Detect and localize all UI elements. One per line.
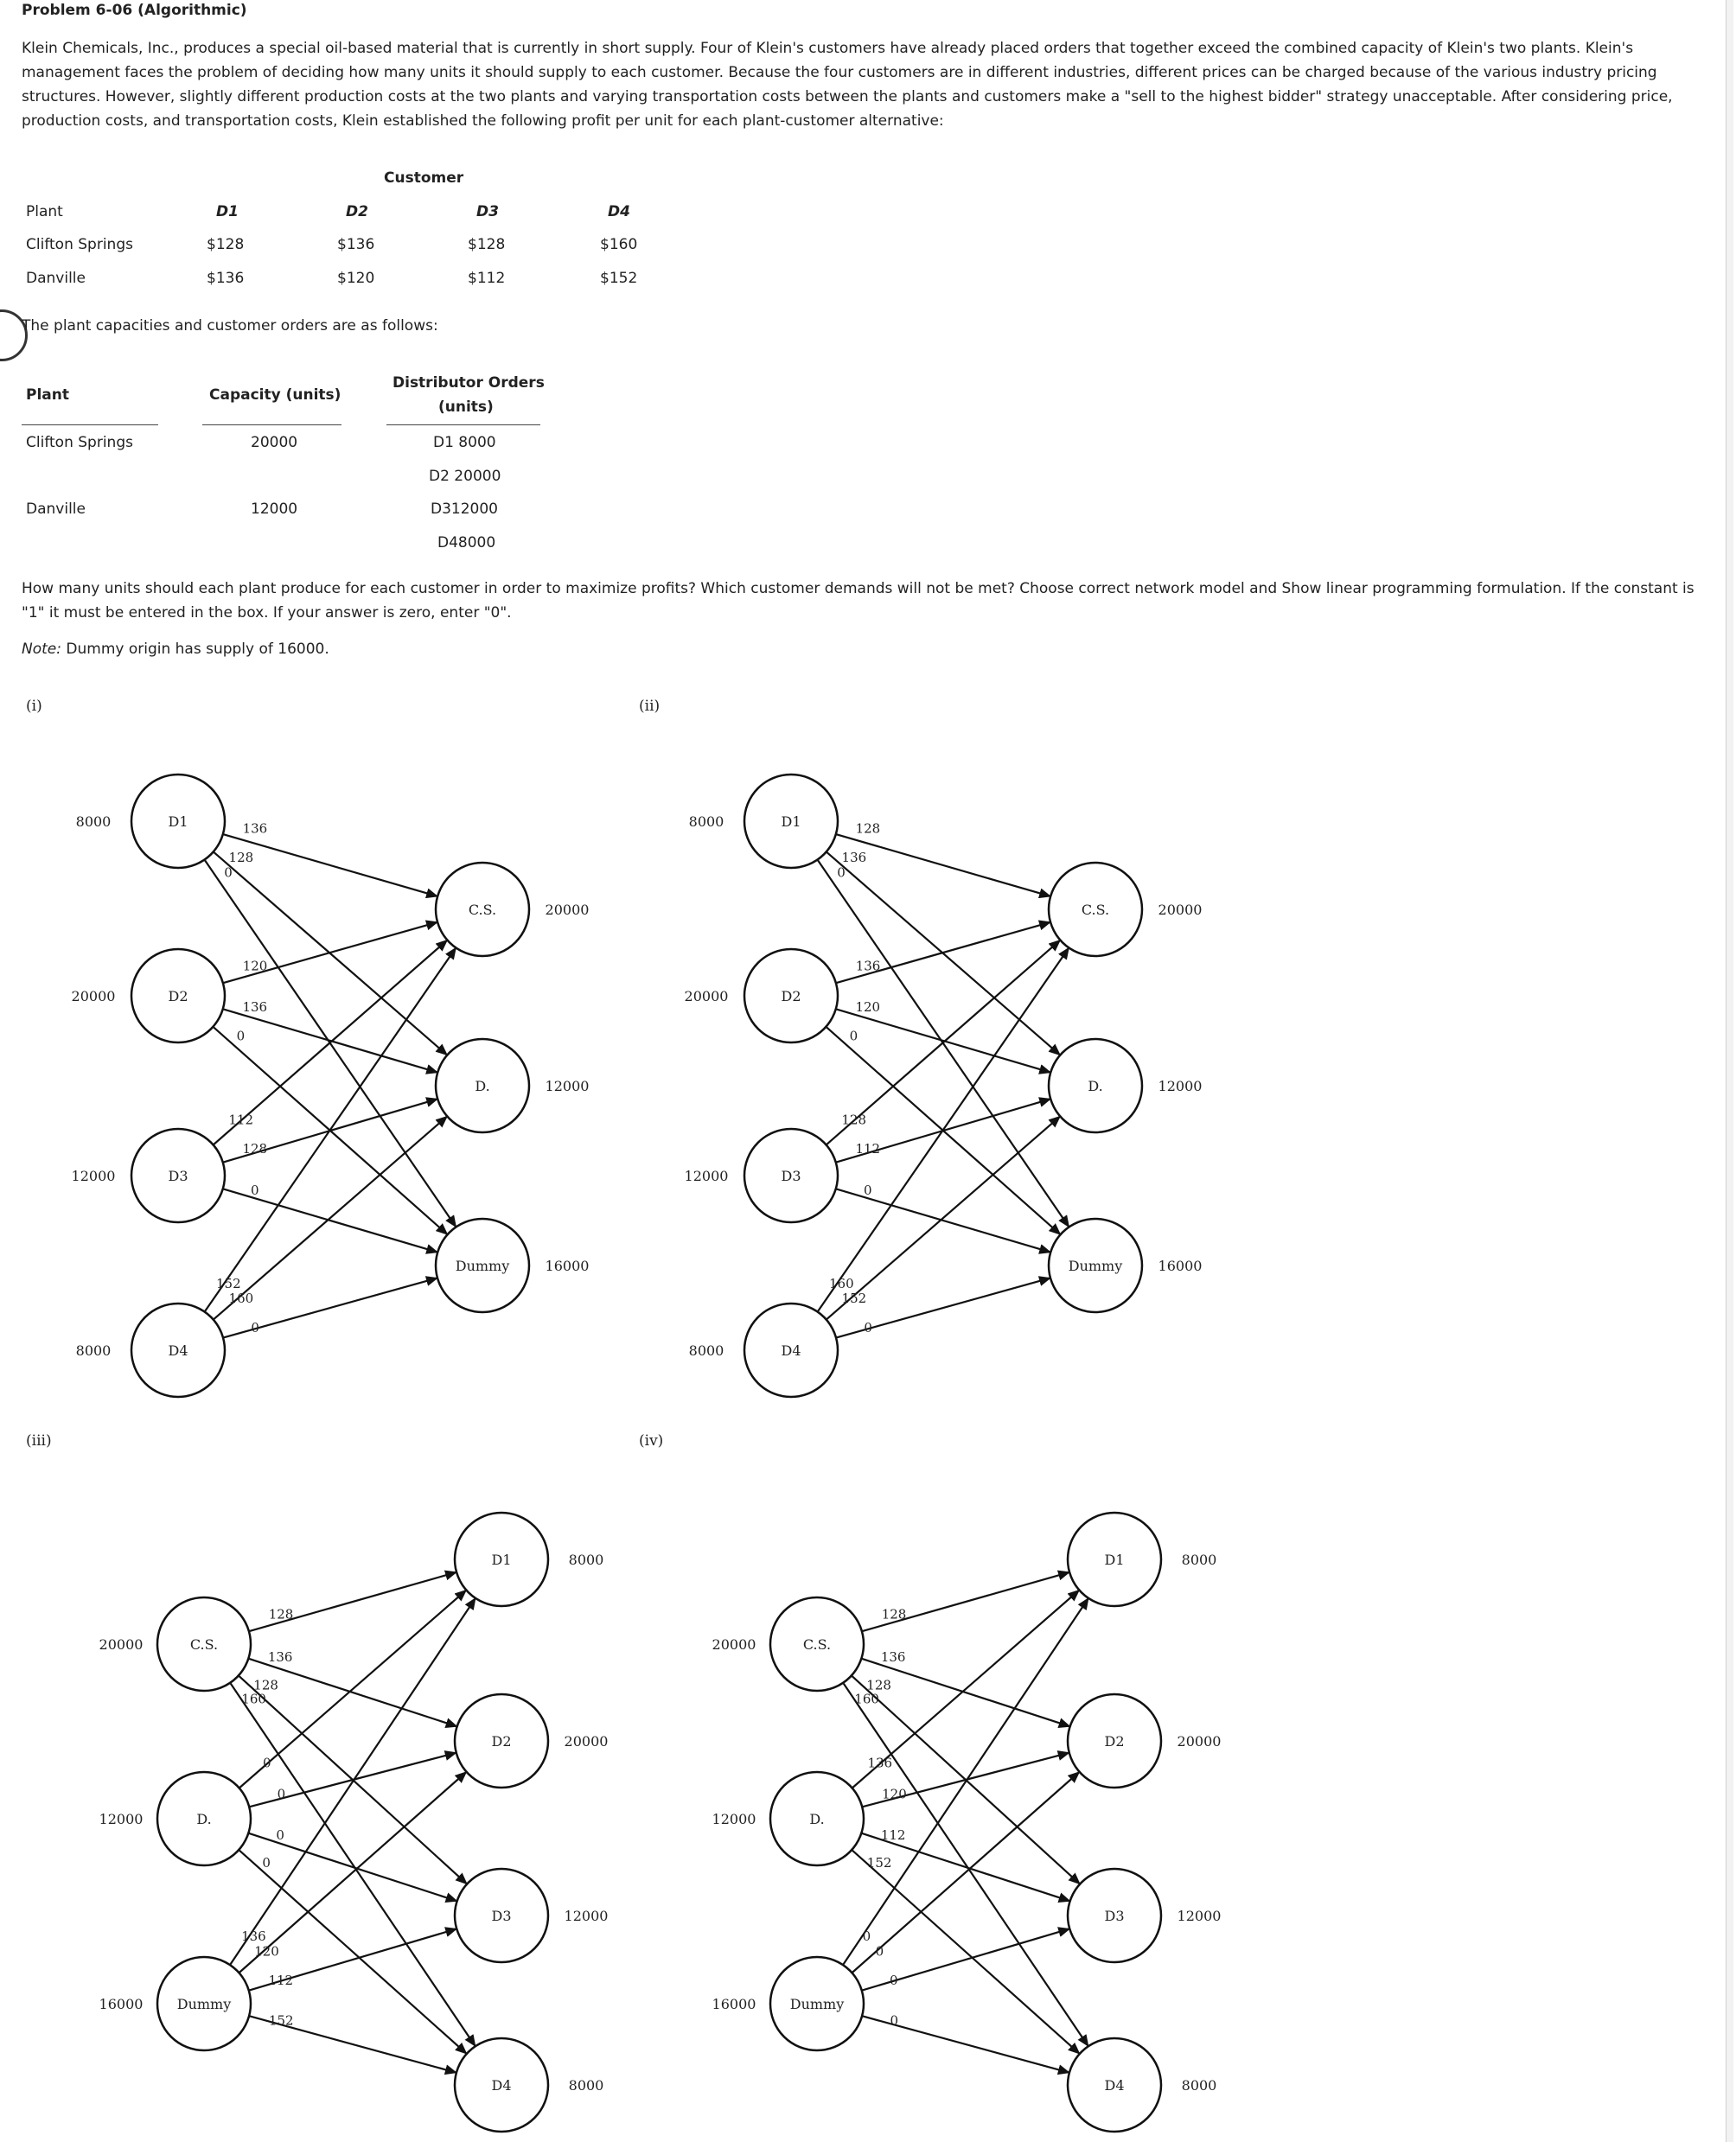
customer-header-d1: D1: [216, 203, 239, 220]
edge-label: 112: [268, 1972, 294, 1988]
node-value: 20000: [545, 902, 590, 918]
edge-label: 0: [262, 1855, 271, 1871]
edge-label: 0: [837, 864, 846, 881]
node-name: D3: [491, 1908, 512, 1924]
order-value: D48000: [437, 534, 496, 551]
node-name: D.: [1088, 1078, 1103, 1094]
capacity-plant-header: Plant: [26, 386, 69, 404]
node-name: Dummy: [1068, 1258, 1123, 1274]
edge-label: 136: [880, 1649, 906, 1666]
edge-label: 128: [881, 1606, 907, 1622]
node-value: 8000: [1181, 2077, 1217, 2094]
profit-cell: $136: [337, 236, 375, 253]
node-name: D2: [491, 1733, 512, 1750]
edge-label: 112: [228, 1112, 254, 1128]
node-name: D1: [168, 813, 188, 830]
edge-label: 0: [224, 864, 233, 881]
edge-label: 128: [268, 1606, 294, 1622]
customer-header-d3: D3: [476, 203, 499, 220]
edge-label: 0: [276, 1827, 284, 1844]
profit-cell: $120: [337, 270, 375, 287]
edge-label: 136: [242, 999, 268, 1016]
node-value: 8000: [688, 1342, 724, 1359]
profit-cell: $112: [468, 270, 506, 287]
node-value: 12000: [99, 1811, 144, 1827]
edge-label: 136: [867, 1755, 893, 1771]
edge-label: 128: [841, 1112, 867, 1128]
order-value: D2 20000: [429, 468, 501, 485]
profit-cell: $136: [207, 270, 245, 287]
node-value: 8000: [75, 813, 112, 830]
edge-label: 0: [890, 1972, 898, 1988]
customer-group-header: Customer: [384, 169, 464, 187]
node-value: 20000: [1177, 1733, 1222, 1750]
edge-label: 152: [215, 1275, 241, 1291]
network-arrow: [852, 1772, 1079, 1973]
capacity-intro: The plant capacities and customer orders are as follows:: [22, 317, 438, 335]
node-name: C.S.: [189, 1636, 219, 1653]
edge-label: 0: [251, 1320, 259, 1336]
customer-header-d4: D4: [608, 203, 630, 220]
capacity-plant: Danville: [26, 500, 86, 518]
note-text: Dummy origin has supply of 16000.: [66, 641, 329, 658]
edge-label: 152: [866, 1855, 892, 1871]
edge-label: 0: [862, 1928, 871, 1945]
node-value: 12000: [684, 1168, 729, 1184]
node-name: D.: [196, 1811, 212, 1827]
node-value: 12000: [1177, 1908, 1222, 1924]
profit-row-plant: Clifton Springs: [26, 236, 133, 253]
edge-label: 136: [855, 958, 881, 974]
node-value: 16000: [1158, 1258, 1203, 1274]
node-value: 8000: [75, 1342, 112, 1359]
diagram-label: (ii): [639, 698, 661, 715]
node-name: C.S.: [802, 1636, 832, 1653]
network-arrow: [230, 1598, 475, 1965]
edge-label: 0: [277, 1786, 286, 1802]
diagram-label: (i): [26, 698, 42, 715]
node-name: D4: [1104, 2077, 1125, 2094]
profit-cell: $128: [207, 236, 245, 253]
edge-label: 0: [263, 1755, 271, 1771]
node-name: D2: [1104, 1733, 1125, 1750]
node-value: 12000: [545, 1078, 590, 1094]
edge-label: 112: [855, 1140, 881, 1157]
node-value: 12000: [1158, 1078, 1203, 1094]
node-value: 16000: [545, 1258, 590, 1274]
node-name: D.: [809, 1811, 825, 1827]
orders-header-line1: Distributor Orders: [393, 374, 545, 392]
profit-cell: $128: [468, 236, 506, 253]
edge-label: 160: [228, 1290, 254, 1306]
diagram-label: (iii): [26, 1432, 52, 1450]
network-arrow: [861, 1659, 1069, 1727]
edge-label: 0: [864, 1320, 872, 1336]
node-value: 12000: [564, 1908, 609, 1924]
question-paragraph: How many units should each plant produce for each customer in order to maximize profits? Which customer demands will not be met? Choose correct network model and Show linear programming formulation. If the constant is "1" it must be entered in the box. If your answer is zero, enter "0".: [22, 580, 1695, 622]
node-value: 8000: [568, 1552, 604, 1568]
node-name: D1: [1104, 1552, 1125, 1568]
edge-label: 0: [236, 1028, 246, 1044]
capacity-plant: Clifton Springs: [26, 434, 133, 451]
capacity-header: Capacity (units): [209, 386, 341, 404]
edge-label: 136: [242, 820, 268, 837]
capacity-value: 12000: [251, 500, 298, 518]
edge-label: 152: [268, 2012, 294, 2029]
edge-label: 120: [254, 1943, 279, 1960]
node-value: 8000: [688, 813, 724, 830]
intro-paragraph: Klein Chemicals, Inc., produces a special oil-based material that is currently in short supply. Four of Klein's customers have already placed orders that together exceed the combined capacity of Klein's two plants. Klein's management faces the problem of deciding how many units it should supply to each customer. Because the four customers are in different industries, different prices can be charged because of the various industry pricing structures. However, slightly different production costs at the two plants and varying transportation costs between the plants and customers make a "sell to the highest bidder" strategy unacceptable. After considering price, production costs, and transportation costs, Klein established the following profit per unit for each plant-customer alternative:: [22, 40, 1673, 130]
profit-row-plant: Danville: [26, 270, 86, 287]
edge-label: 160: [828, 1275, 854, 1291]
node-name: D4: [491, 2077, 512, 2094]
network-arrow: [249, 1572, 456, 1631]
note-label: Note:: [22, 641, 61, 658]
edge-label: 128: [855, 820, 881, 837]
node-value: 20000: [684, 988, 729, 1004]
edge-label: 136: [841, 850, 867, 866]
edge-label: 160: [241, 1691, 266, 1707]
capacity-value: 20000: [251, 434, 298, 451]
node-value: 20000: [564, 1733, 609, 1750]
edge-label: 120: [242, 958, 268, 974]
node-name: D2: [168, 988, 188, 1004]
node-name: D1: [781, 813, 801, 830]
problem-title: Problem 6-06 (Algorithmic): [22, 2, 247, 19]
network-arrow: [862, 1572, 1069, 1631]
node-value: 20000: [71, 988, 116, 1004]
node-name: Dummy: [176, 1996, 232, 2012]
edge-label: 0: [849, 1028, 858, 1044]
node-value: 12000: [712, 1811, 756, 1827]
edge-label: 128: [242, 1140, 268, 1157]
node-name: C.S.: [468, 902, 497, 918]
node-value: 20000: [1158, 902, 1203, 918]
edge-label: 120: [855, 999, 881, 1016]
order-value: D312000: [431, 500, 498, 518]
node-name: C.S.: [1081, 902, 1110, 918]
network-arrow: [843, 1598, 1088, 1965]
node-name: Dummy: [455, 1258, 510, 1274]
profit-plant-header: Plant: [26, 203, 63, 220]
node-value: 20000: [712, 1636, 756, 1653]
node-value: 16000: [712, 1996, 756, 2012]
network-arrow: [248, 1659, 456, 1727]
profit-cell: $152: [600, 270, 638, 287]
order-value: D1 8000: [433, 434, 496, 451]
profit-cell: $160: [600, 236, 638, 253]
edge-label: 0: [875, 1943, 884, 1960]
node-value: 16000: [99, 1996, 144, 2012]
edge-label: 136: [241, 1928, 266, 1945]
node-name: D4: [168, 1342, 188, 1359]
node-value: 12000: [71, 1168, 116, 1184]
edge-label: 136: [267, 1649, 293, 1666]
edge-label: 128: [228, 850, 254, 866]
edge-label: 0: [251, 1183, 259, 1199]
edge-label: 0: [890, 2012, 899, 2029]
edge-label: 160: [854, 1691, 879, 1707]
node-name: D1: [491, 1552, 512, 1568]
node-name: D3: [1104, 1908, 1125, 1924]
edge-label: 128: [866, 1677, 891, 1693]
edge-label: 120: [882, 1786, 907, 1802]
edge-label: 0: [864, 1183, 872, 1199]
node-name: D3: [168, 1168, 188, 1184]
edge-label: 152: [841, 1290, 867, 1306]
diagram-label: (iv): [639, 1432, 664, 1450]
node-name: D.: [475, 1078, 490, 1094]
node-value: 20000: [99, 1636, 144, 1653]
edge-label: 128: [253, 1677, 278, 1693]
edge-label: 112: [880, 1827, 906, 1844]
node-name: D4: [781, 1342, 801, 1359]
node-name: D3: [781, 1168, 801, 1184]
node-name: Dummy: [789, 1996, 845, 2012]
node-name: D2: [781, 988, 801, 1004]
customer-header-d2: D2: [346, 203, 368, 220]
node-value: 8000: [1181, 1552, 1217, 1568]
orders-header-line2: (units): [438, 398, 494, 416]
node-value: 8000: [568, 2077, 604, 2094]
